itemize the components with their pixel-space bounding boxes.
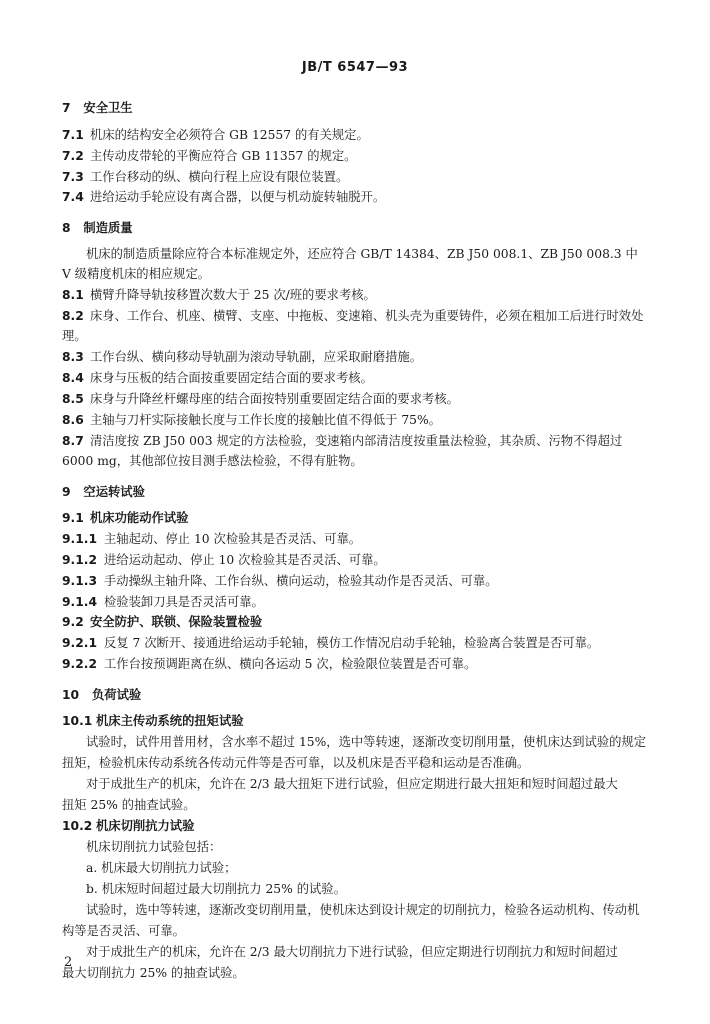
clause-8-7: 8.7 清洁度按 ZB J50 003 规定的方法检验，变速箱内部清洁度按重量法检验，其杂质、污物不得超过 [62,434,623,448]
clause-10-2-para2-line1: 对于成批生产的机床，允许在 2/3 最大切削抗力下进行试验，但应定期进行切削抗力和短时间超过 [86,945,618,959]
section-9-heading: 9 空运转试验 [62,485,145,499]
page-number: 2 [64,955,73,970]
section-8-intro-line1: 机床的制造质量除应符合本标准规定外，还应符合 GB/T 14384、ZB J50 008.1、ZB J50 008.3 中 [86,247,638,261]
clause-7-4: 7.4 进给运动手轮应设有离合器，以便与机动旋转轴脱开。 [62,190,386,204]
clause-8-6: 8.6 主轴与刀杆实际接触长度与工作长度的接触比值不得低于 75%。 [62,413,441,427]
clause-10-2-para2-line2: 最大切削抗力 25% 的抽查试验。 [62,966,245,980]
clause-9-2-2: 9.2.2 工作台按预调距离在纵、横向各运动 5 次，检验限位装置是否可靠。 [62,657,477,671]
clause-8-7-continued: 6000 mg，其他部位按目测手感法检验，不得有脏物。 [62,454,363,468]
clause-10-2-item-a: a. 机床最大切削抗力试验； [86,861,237,875]
clause-8-1: 8.1 横臂升降导轨按移置次数大于 25 次/班的要求考核。 [62,288,376,302]
clause-7-2: 7.2 主传动皮带轮的平衡应符合 GB 11357 的规定。 [62,149,357,163]
subsection-9-2-heading: 9.2 安全防护、联锁、保险装置检验 [62,615,263,629]
section-8-intro-line2: V 级精度机床的相应规定。 [62,267,211,281]
subsection-10-1-heading: 10.1 机床主传动系统的扭矩试验 [62,714,244,728]
subsection-9-1-heading: 9.1 机床功能动作试验 [62,511,189,525]
clause-8-5: 8.5 床身与升降丝杆螺母座的结合面按特别重要固定结合面的要求考核。 [62,392,459,406]
clause-10-1-para2-line1: 对于成批生产的机床，允许在 2/3 最大扭矩下进行试验，但应定期进行最大扭矩和短时间超过最大 [86,777,618,791]
clause-8-3: 8.3 工作台纵、横向移动导轨副为滚动导轨副，应采取耐磨措施。 [62,350,423,364]
clause-8-2-continued: 理。 [62,329,87,343]
standard-code-header: JB/T 6547—93 [301,60,409,75]
clause-8-2: 8.2 床身、工作台、机座、横臂、支座、中拖板、变速箱、机头壳为重要铸件，必须在粗加工后进行时效处 [62,309,644,323]
clause-7-3: 7.3 工作台移动的纵、横向行程上应设有限位装置。 [62,170,349,184]
clause-9-2-1: 9.2.1 反复 7 次断开、接通进给运动手轮轴，模仿工作情况启动手轮轴，检验离合装置是否可靠。 [62,636,600,650]
clause-9-1-1: 9.1.1 主轴起动、停止 10 次检验其是否灵活、可靠。 [62,532,362,546]
clause-8-4: 8.4 床身与压板的结合面按重要固定结合面的要求考核。 [62,371,373,385]
clause-9-1-4: 9.1.4 检验装卸刀具是否灵活可靠。 [62,595,264,609]
subsection-10-2-heading: 10.2 机床切削抗力试验 [62,819,195,833]
clause-9-1-2: 9.1.2 进给运动起动、停止 10 次检验其是否灵活、可靠。 [62,553,386,567]
clause-10-2-intro: 机床切削抗力试验包括： [86,840,222,854]
clause-7-1: 7.1 机床的结构安全必须符合 GB 12557 的有关规定。 [62,128,369,142]
clause-10-1-para1-line1: 试验时，试件用普用材，含水率不超过 15%，选中等转速，逐渐改变切削用量，使机床达到试验的规定 [86,735,647,749]
section-7-heading: 7 安全卫生 [62,101,133,115]
section-8-heading: 8 制造质量 [62,221,133,235]
clause-10-2-item-b: b. 机床短时间超过最大切削抗力 25% 的试验。 [86,882,346,896]
clause-10-2-para1-line1: 试验时，选中等转速，逐渐改变切削用量，使机床达到设计规定的切削抗力，检验各运动机构、传动机 [86,903,640,917]
clause-10-2-para1-line2: 构等是否灵活、可靠。 [62,924,185,938]
section-10-heading: 10 负荷试验 [62,688,142,702]
clause-10-1-para2-line2: 扭矩 25% 的抽查试验。 [62,798,196,812]
clause-10-1-para1-line2: 扭矩，检验机床传动系统各传动元件等是否可靠，以及机床是否平稳和运动是否准确。 [62,756,530,770]
clause-9-1-3: 9.1.3 手动操纵主轴升降、工作台纵、横向运动，检验其动作是否灵活、可靠。 [62,574,498,588]
